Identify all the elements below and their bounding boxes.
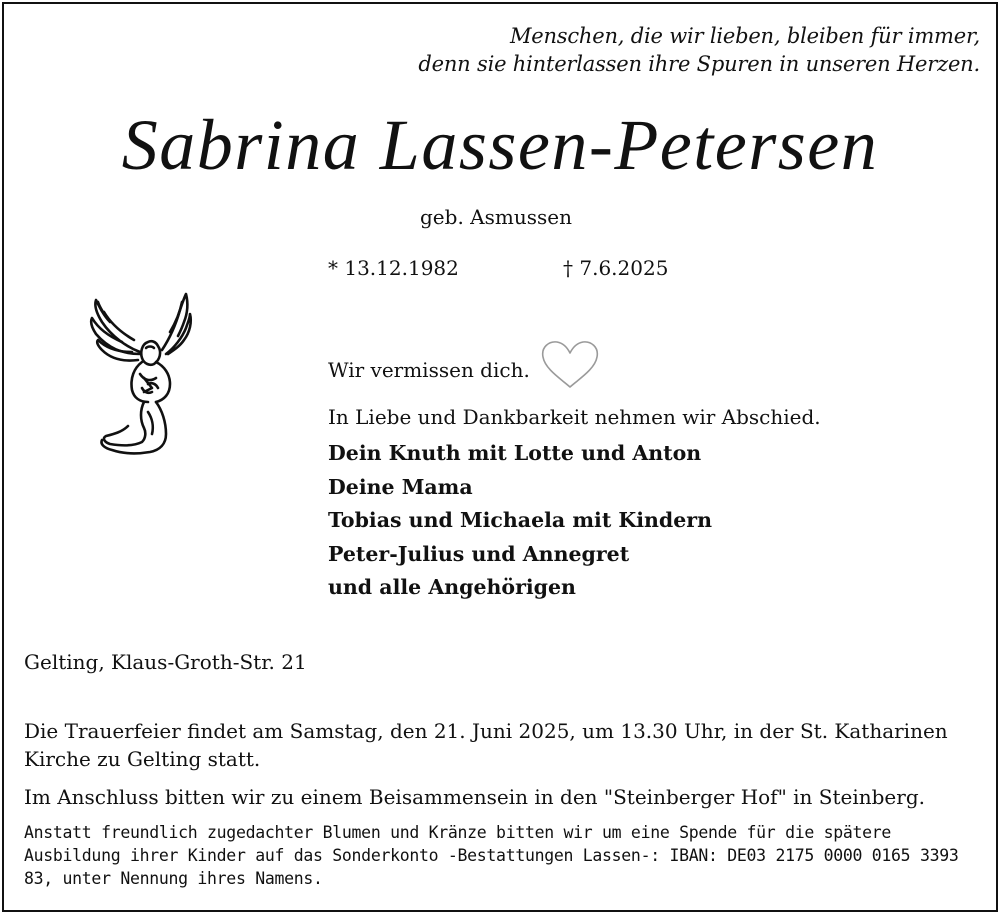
maiden-name: geb. Asmussen (420, 205, 572, 229)
death-date: † 7.6.2025 (563, 256, 669, 280)
mourner-entry: und alle Angehörigen (328, 575, 576, 599)
gathering-info: Im Anschluss bitten wir zu einem Beisammensein in den "Steinberger Hof" in Steinberg. (24, 785, 925, 809)
donation-request: Anstatt freundlich zugedachter Blumen und Kränze bitten wir um eine Spende für die spätere Ausbildung ihrer Kinder auf das Sonderkonto -Bestattungen Lassen-: IBAN: DE03 2175 0000 0165 3393 83, unter Nennung ihres Namens. (24, 823, 959, 888)
funeral-service-info: Die Trauerfeier findet am Samstag, den 21. Juni 2025, um 13.30 Uhr, in der St. Katharinen Kirche zu Gelting statt. (24, 719, 948, 771)
family-address: Gelting, Klaus-Groth-Str. 21 (24, 650, 307, 674)
mourners-list (328, 437, 712, 605)
motto-line-1: Menschen, die wir lieben, bleiben für immer, (509, 24, 980, 48)
farewell-line: In Liebe und Dankbarkeit nehmen wir Abschied. (328, 405, 821, 429)
miss-you-line: Wir vermissen dich. (328, 358, 530, 382)
motto-line-2: denn sie hinterlassen ihre Spuren in unseren Herzen. (418, 52, 980, 76)
mourner-entry: Tobias und Michaela mit Kindern (328, 508, 713, 532)
angel-icon (82, 292, 200, 472)
mourner-entry: Dein Knuth mit Lotte und Anton (328, 441, 702, 465)
birth-date: * 13.12.1982 (328, 256, 459, 280)
mourner-entry: Peter-Julius und Annegret (328, 541, 630, 566)
heart-icon (539, 339, 601, 391)
deceased-name: Sabrina Lassen-Petersen (121, 105, 879, 185)
motto-quote (418, 22, 980, 78)
mourner-entry: Deine Mama (328, 474, 473, 499)
